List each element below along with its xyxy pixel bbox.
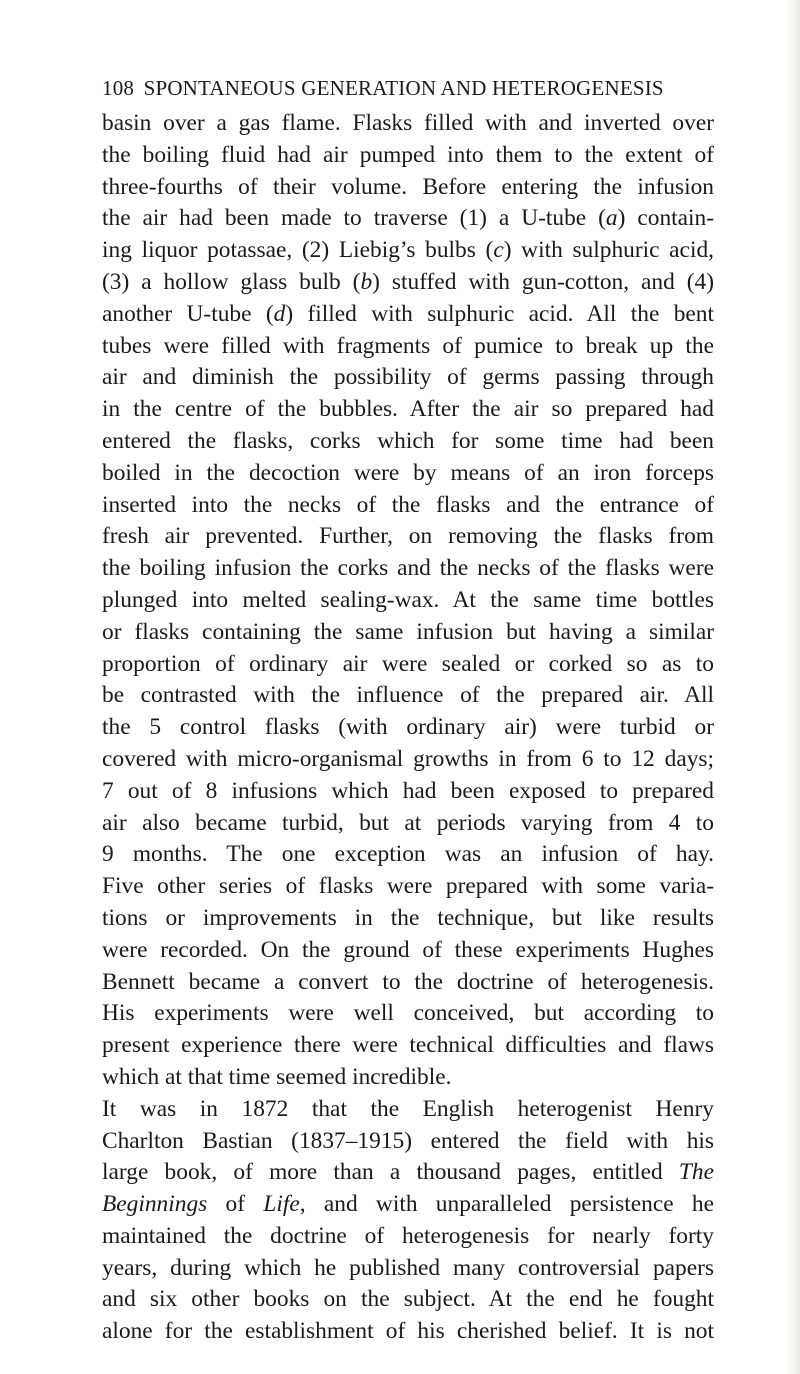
page-number: 108	[102, 76, 135, 100]
page-edge-shadow	[786, 0, 800, 1374]
text-line: boiled in the decoction were by means of an iron forceps	[102, 459, 714, 486]
text-line: be contrasted with the influence of the prepared air. All	[102, 682, 714, 709]
text-line: alone for the establishment of his cherished belief. It is not	[102, 1318, 714, 1345]
text-line: were recorded. On the ground of these experiments Hughes	[102, 936, 714, 963]
text-line: 7 out of 8 infusions which had been exposed to prepared	[102, 777, 714, 804]
text-line: another U-tube (d) filled with sulphuric acid. All the bent	[102, 300, 714, 327]
text-run: , and with unparalleled persistence he	[299, 1191, 714, 1218]
text-line: the 5 control flasks (with ordinary air) were turbid or	[102, 714, 714, 741]
text-line: fresh air prevented. Further, on removing the flasks from	[102, 523, 714, 550]
text-line: which at that time seemed incredible.	[102, 1063, 452, 1090]
text-line: and six other books on the subject. At the end he fought	[102, 1286, 714, 1313]
text-line-mixed	[102, 1189, 714, 1221]
text-line: years, during which he published many controversial papers	[102, 1254, 714, 1281]
book-title-italic: The	[678, 1159, 714, 1186]
text-line: present experience there were technical difficulties and flaws	[102, 1032, 714, 1059]
text-line: proportion of ordinary air were sealed or corked so as to	[102, 650, 714, 677]
text-line: three-fourths of their volume. Before entering the infusion	[102, 173, 714, 200]
text-line: It was in 1872 that the English heterogenist Henry	[102, 1095, 714, 1122]
running-head	[102, 72, 714, 104]
text-line: the air had been made to traverse (1) a U-tube (a) contain-	[102, 205, 714, 232]
book-title-italic: Beginnings	[102, 1191, 208, 1218]
text-run: of	[207, 1191, 264, 1218]
text-line: maintained the doctrine of heterogenesis for nearly forty	[102, 1222, 714, 1249]
text-line: the boiling infusion the corks and the necks of the flasks were	[102, 555, 714, 582]
body-text	[102, 108, 714, 1348]
text-run: large book, of more than a thousand pages, entitled	[102, 1159, 679, 1186]
text-line: plunged into melted sealing-wax. At the same time bottles	[102, 586, 714, 613]
text-line: or flasks containing the same infusion but having a similar	[102, 618, 714, 645]
text-line: tions or improvements in the technique, but like results	[102, 904, 714, 931]
book-title-italic: Life	[263, 1191, 300, 1218]
text-line: air and diminish the possibility of germs passing through	[102, 364, 714, 391]
book-page	[102, 72, 714, 1348]
text-line: air also became turbid, but at periods varying from 4 to	[102, 809, 714, 836]
text-line: covered with micro-organismal growths in from 6 to 12 days;	[102, 745, 714, 772]
running-title: SPONTANEOUS GENERATION AND HETEROGENESIS	[143, 76, 664, 100]
text-line: tubes were filled with fragments of pumice to break up the	[102, 332, 714, 359]
text-line: Charlton Bastian (1837–1915) entered the field with his	[102, 1127, 714, 1154]
text-line-mixed	[102, 1157, 714, 1189]
text-line: ing liquor potassae, (2) Liebig’s bulbs (c) with sulphuric acid,	[102, 237, 714, 264]
text-line: in the centre of the bubbles. After the air so prepared had	[102, 396, 714, 423]
text-line: the boiling fluid had air pumped into them to the extent of	[102, 141, 714, 168]
text-line: entered the flasks, corks which for some time had been	[102, 427, 714, 454]
text-line: (3) a hollow glass bulb (b) stuffed with gun-cotton, and (4)	[102, 268, 714, 295]
text-line: inserted into the necks of the flasks and the entrance of	[102, 491, 714, 518]
text-line: 9 months. The one exception was an infusion of hay.	[102, 841, 714, 868]
text-line: His experiments were well conceived, but according to	[102, 1000, 714, 1027]
text-line: basin over a gas flame. Flasks filled with and inverted over	[102, 110, 714, 136]
text-line: Five other series of flasks were prepared with some varia-	[102, 873, 714, 900]
text-line: Bennett became a convert to the doctrine of heterogenesis.	[102, 968, 714, 995]
